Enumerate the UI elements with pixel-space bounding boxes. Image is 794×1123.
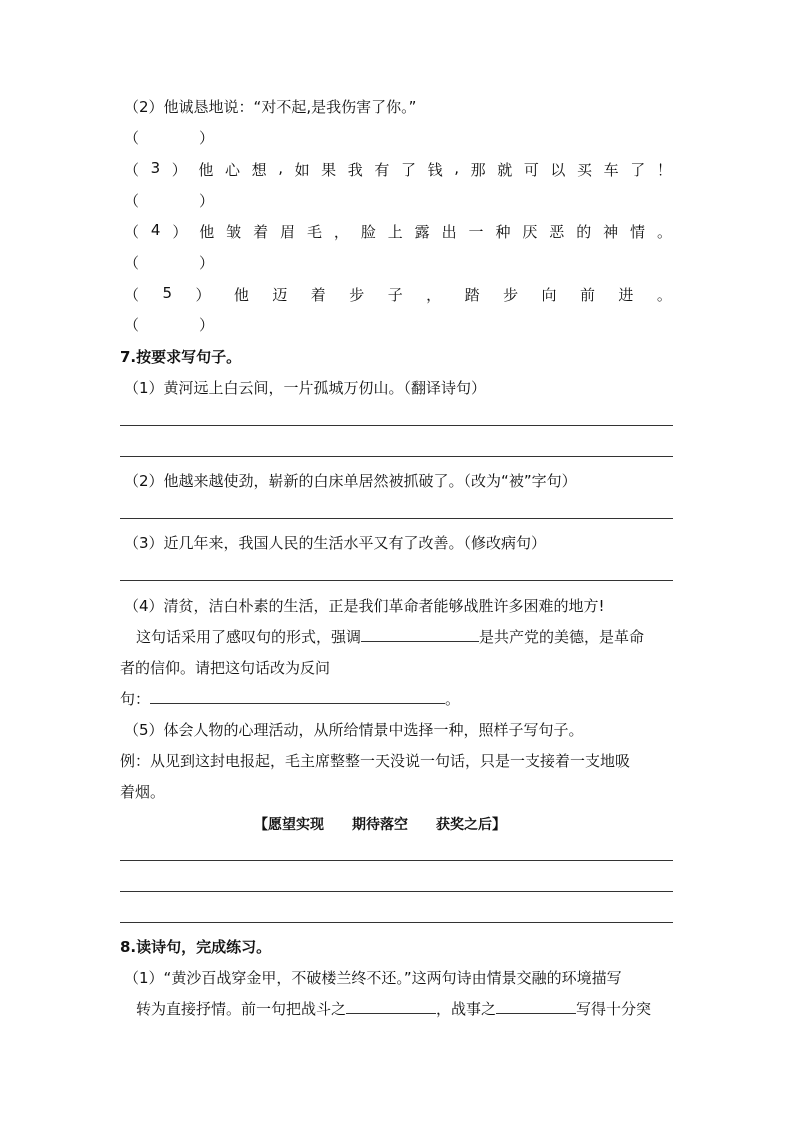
sentence-char: 以 xyxy=(550,161,566,179)
sentence-char: 车 xyxy=(603,161,619,179)
sentence-char: 进 xyxy=(618,286,634,304)
q7-sentence-4-line-b: 者的信仰。请把这句话改为反问 xyxy=(120,659,331,677)
q7-4a-prefix: 这句话采用了感叹句的形式，强调 xyxy=(136,628,362,646)
sentence-char: 脸 xyxy=(360,223,376,241)
sentence-char: 就 xyxy=(497,161,513,179)
sentence-char: 种 xyxy=(495,223,511,241)
sentence-char: （ xyxy=(124,161,140,179)
sentence-char: , xyxy=(278,159,283,177)
answer-line[interactable] xyxy=(120,891,673,892)
q7-sentence-4-line-a xyxy=(136,626,644,647)
sentence-char: 露 xyxy=(414,223,430,241)
q7-example-line-1: 例：从见到这封电报起，毛主席整整一天没说一句话，只是一支接着一支地吸 xyxy=(120,752,631,770)
q7-sentence-4: （4）清贫，洁白朴素的生活，正是我们革命者能够战胜许多困难的地方! xyxy=(124,597,605,615)
item-4-answer-paren[interactable]: （ ） xyxy=(124,254,215,272)
sentence-char: 想 xyxy=(251,161,267,179)
item-5-sentence xyxy=(124,284,672,305)
q8-sentence-2 xyxy=(136,998,651,1019)
sentence-char: 钱 xyxy=(427,161,443,179)
q8-2-prefix: 转为直接抒情。前一句把战斗之 xyxy=(136,1000,347,1018)
q7-sentence-3: （3）近几年来，我国人民的生活水平又有了改善。（修改病句） xyxy=(124,534,547,552)
q8-sentence-1: （1）“黄沙百战穿金甲，不破楼兰终不还。”这两句诗由情景交融的环境描写 xyxy=(124,969,622,987)
item-2-sentence: （2）他诚恳地说：“对不起,是我伤害了你。” xyxy=(124,98,417,116)
q8-2-suffix: 写得十分突 xyxy=(576,1000,652,1018)
sentence-char: 厌 xyxy=(522,223,538,241)
item-3-sentence xyxy=(124,159,672,180)
q7-sentence-4-line-c xyxy=(120,688,460,709)
sentence-char: 步 xyxy=(349,286,365,304)
sentence-char: （ xyxy=(124,286,140,304)
answer-line[interactable] xyxy=(120,922,673,923)
sentence-char: 恶 xyxy=(549,223,565,241)
sentence-char: 一 xyxy=(468,223,484,241)
sentence-char: 神 xyxy=(603,223,619,241)
sentence-char: ） xyxy=(195,286,211,304)
sentence-char: 可 xyxy=(523,161,539,179)
answer-line[interactable] xyxy=(120,580,673,581)
item-3-answer-paren[interactable]: （ ） xyxy=(124,192,215,210)
sentence-char: 子 xyxy=(387,286,403,304)
q8-2-mid: ，战事之 xyxy=(436,1000,497,1018)
sentence-char: ， xyxy=(426,286,442,304)
sentence-char: ， xyxy=(333,223,349,241)
item-4-sentence xyxy=(124,221,672,242)
sentence-char: 买 xyxy=(577,161,593,179)
answer-line[interactable] xyxy=(120,456,673,457)
q7-sentence-5: （5）体会人物的心理活动，从所给情景中选择一种，照样子写句子。 xyxy=(124,721,584,739)
answer-line[interactable] xyxy=(120,518,673,519)
sentence-char: 迈 xyxy=(272,286,288,304)
sentence-char: （ xyxy=(124,223,140,241)
sentence-char: , xyxy=(454,159,459,177)
sentence-char: 着 xyxy=(253,223,269,241)
sentence-char: ！ xyxy=(656,161,672,179)
q7-sentence-1: （1）黄河远上白云间，一片孤城万仞山。（翻译诗句） xyxy=(124,379,487,397)
sentence-char: 果 xyxy=(321,161,337,179)
sentence-char: 情 xyxy=(630,223,646,241)
sentence-char: 如 xyxy=(294,161,310,179)
sentence-char: 出 xyxy=(441,223,457,241)
sentence-char: 踏 xyxy=(464,286,480,304)
q8-title: 8.读诗句，完成练习。 xyxy=(120,938,272,956)
sentence-char: 步 xyxy=(503,286,519,304)
sentence-char: 了 xyxy=(401,161,417,179)
sentence-char: 5 xyxy=(162,284,172,302)
fill-blank[interactable] xyxy=(150,688,445,704)
sentence-char: 。 xyxy=(656,286,672,304)
sentence-char: 。 xyxy=(656,223,672,241)
sentence-char: ） xyxy=(171,161,187,179)
sentence-char: 他 xyxy=(198,161,214,179)
q7-4c-prefix: 句： xyxy=(120,690,151,708)
q7-choices: 【愿望实现 期待落空 获奖之后】 xyxy=(254,817,506,833)
sentence-char: 4 xyxy=(150,221,161,239)
sentence-char: 有 xyxy=(374,161,390,179)
sentence-char: 向 xyxy=(541,286,557,304)
q7-example-line-2: 着烟。 xyxy=(120,783,166,801)
sentence-char: 我 xyxy=(347,161,363,179)
sentence-char: 着 xyxy=(310,286,326,304)
sentence-char: 上 xyxy=(387,223,403,241)
item-5-answer-paren[interactable]: （ ） xyxy=(124,316,215,334)
q7-4c-suffix: 。 xyxy=(445,690,461,708)
sentence-char: 毛 xyxy=(306,223,322,241)
q7-4a-suffix: 是共产党的美德，是革命 xyxy=(479,628,645,646)
sentence-char: 他 xyxy=(199,223,215,241)
sentence-char: 的 xyxy=(576,223,592,241)
q7-sentence-2: （2）他越来越使劲，崭新的白床单居然被抓破了。（改为“被”字句） xyxy=(124,472,577,490)
fill-blank[interactable] xyxy=(361,626,479,642)
answer-line[interactable] xyxy=(120,860,673,861)
sentence-char: 了 xyxy=(630,161,646,179)
fill-blank[interactable] xyxy=(346,998,436,1014)
sentence-char: 眉 xyxy=(280,223,296,241)
sentence-char: 3 xyxy=(150,159,161,177)
sentence-char: 皱 xyxy=(226,223,242,241)
item-2-answer-paren[interactable]: （ ） xyxy=(124,129,215,147)
sentence-char: 前 xyxy=(579,286,595,304)
sentence-char: ） xyxy=(172,223,188,241)
sentence-char: 他 xyxy=(233,286,249,304)
answer-line[interactable] xyxy=(120,425,673,426)
sentence-char: 那 xyxy=(470,161,486,179)
sentence-char: 心 xyxy=(224,161,240,179)
q7-title: 7.按要求写句子。 xyxy=(120,348,242,366)
fill-blank[interactable] xyxy=(496,998,576,1014)
